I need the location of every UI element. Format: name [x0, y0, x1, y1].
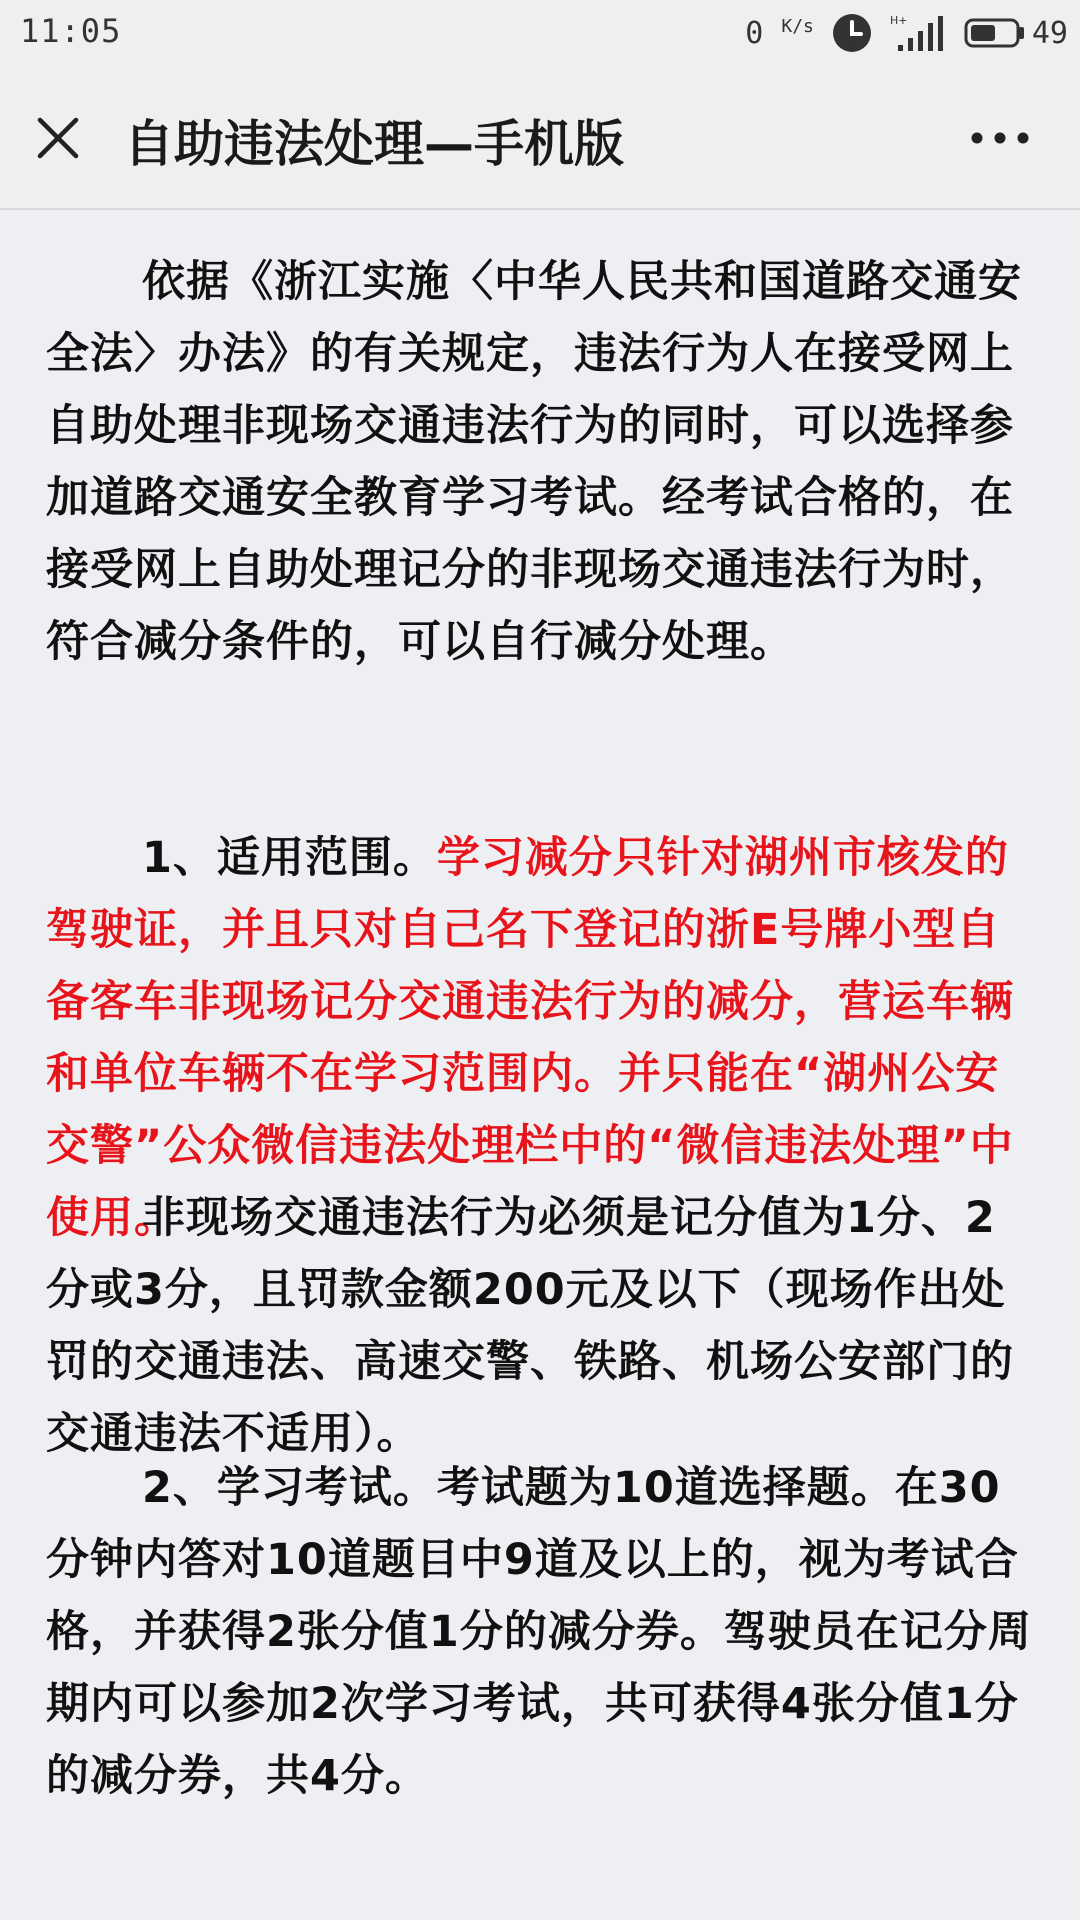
section1-note-text: 非现场交通违法行为必须是记分值为1分、2分或3分，且罚款金额200元及以下（现场作出处罚的交通违法、高速交警、铁路、机场公安部门的交通违法不适用）。: [46, 1193, 1014, 1459]
status-time: 11:05: [20, 12, 122, 50]
close-button[interactable]: [22, 108, 94, 168]
clock-icon: [832, 13, 872, 53]
section1-label: 1、适用范围。: [142, 833, 437, 883]
section1-highlight: 学习减分只针对湖州市核发的驾驶证，并且只对自己名下登记的浙E号牌小型自备客车非现场记分交通违法行为的减分，营运车辆和单位车辆不在学习范围内。并只能在“湖州公安交警”公众微信违法处理栏中的“微信违法处理”中使用。: [46, 833, 1014, 1243]
net-speed-unit: K/s: [781, 15, 814, 37]
section1-note-paragraph: [46, 1182, 1036, 1470]
net-speed-value: 0: [745, 15, 764, 51]
status-bar: [0, 0, 1080, 66]
section2-paragraph: [46, 1452, 1036, 1812]
more-options-button[interactable]: [960, 118, 1040, 158]
net-speed: [745, 16, 814, 51]
intro-text: 依据《浙江实施〈中华人民共和国道路交通安全法〉办法》的有关规定，违法行为人在接受网上自助处理非现场交通违法行为的同时，可以选择参加道路交通安全教育学习考试。经考试合格的，在接受网上自助处理记分的非现场交通违法行为时，符合减分条件的，可以自行减分处理。: [46, 257, 1022, 667]
signal-label: H+: [889, 14, 908, 27]
battery-indicator: [964, 16, 1068, 51]
intro-paragraph: [46, 246, 1036, 678]
battery-icon: [964, 16, 1026, 50]
more-icon: [970, 131, 1030, 145]
signal-icon: [890, 13, 946, 53]
status-right-group: [745, 8, 1068, 58]
app-bar: [0, 66, 1080, 210]
article-content: [0, 210, 1080, 1920]
close-icon: [34, 114, 82, 162]
battery-level: 49: [1031, 15, 1068, 51]
section2-text: 2、学习考试。考试题为10道选择题。在30分钟内答对10道题目中9道及以上的，视为考试合格，并获得2张分值1分的减分券。驾驶员在记分周期内可以参加2次学习考试，共可获得4张分值1分的减分券，共4分。: [46, 1463, 1032, 1801]
page-title: 自助违法处理—手机版: [124, 115, 624, 173]
